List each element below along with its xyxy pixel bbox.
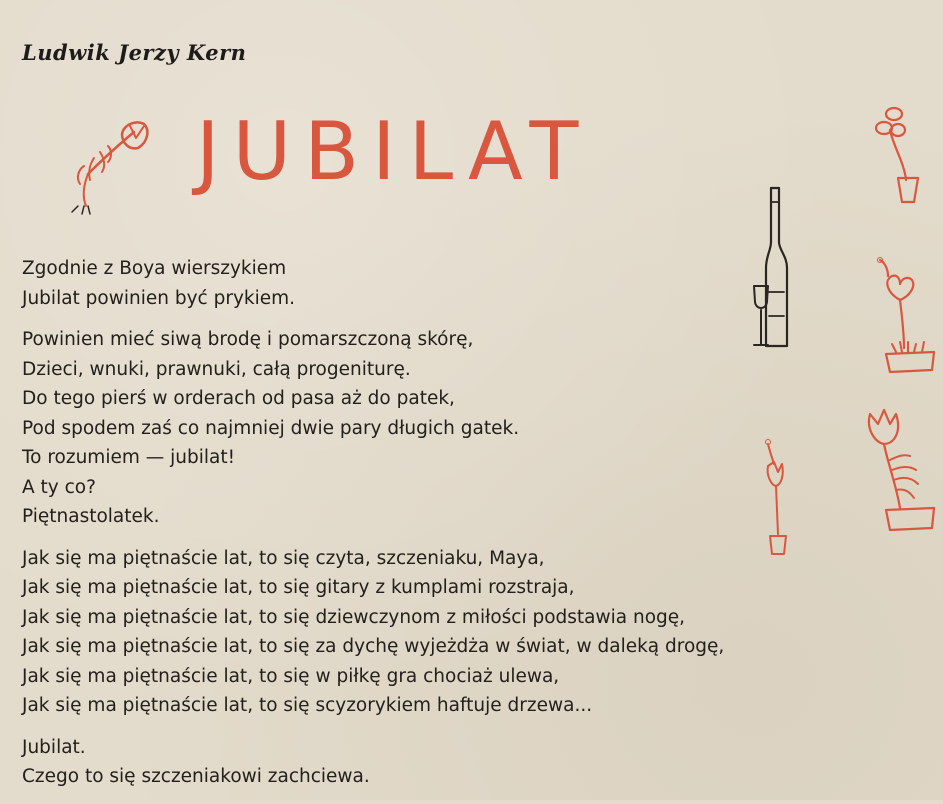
poem-line: Jubilat. [22,736,86,758]
stanza [22,254,942,313]
poem-line: Pod spodem zaś co najmniej dwie pary długich gatek. [22,417,520,439]
author-name: Ludwik Jerzy Kern [22,40,247,65]
poem-line: Jak się ma piętnaście lat, to się scyzorykiem haftuje drzewa... [22,695,593,716]
poem-line: Piętnastolatek. [22,506,160,527]
poem-line: A ty co? [22,476,96,498]
stanza [22,733,942,792]
poem-line: Jak się ma piętnaście lat, to się za dychę wyjeżdża w świat, w daleką drogę, [22,636,725,657]
poem-line: Jak się ma piętnaście lat, to się gitary z kumplami rozstraja, [22,577,575,598]
poem-line: Jubilat powinien być prykiem. [22,287,296,309]
poem-body [22,254,942,804]
poem-line: Powinien mieć siwą brodę i pomarszczoną skórę, [22,329,474,350]
poem-line: Do tego pierś w orderach od pasa aż do patek, [22,388,455,409]
poem-line: To rozumiem — jubilat! [22,447,236,468]
stanza [22,325,942,532]
poem-line: Dzieci, wnuki, prawnuki, całą progeniturę. [22,358,411,380]
poem-line: Czego to się szczeniakowi zachciewa. [22,766,370,787]
tulip-sprig-icon [64,118,156,222]
potted-flower-icon [868,100,928,208]
poem-line: Jak się ma piętnaście lat, to się w piłkę gra chociaż ulewa, [22,665,560,687]
poem-title: JUBILAT [196,105,592,198]
poem-line: Zgodnie z Boya wierszykiem [22,258,287,279]
stanza [22,544,942,721]
poem-line: Jak się ma piętnaście lat, to się czyta, szczeniaku, Maya, [22,547,545,569]
poem-line: Jak się ma piętnaście lat, to się dziewczynom z miłości podstawia nogę, [22,606,686,628]
